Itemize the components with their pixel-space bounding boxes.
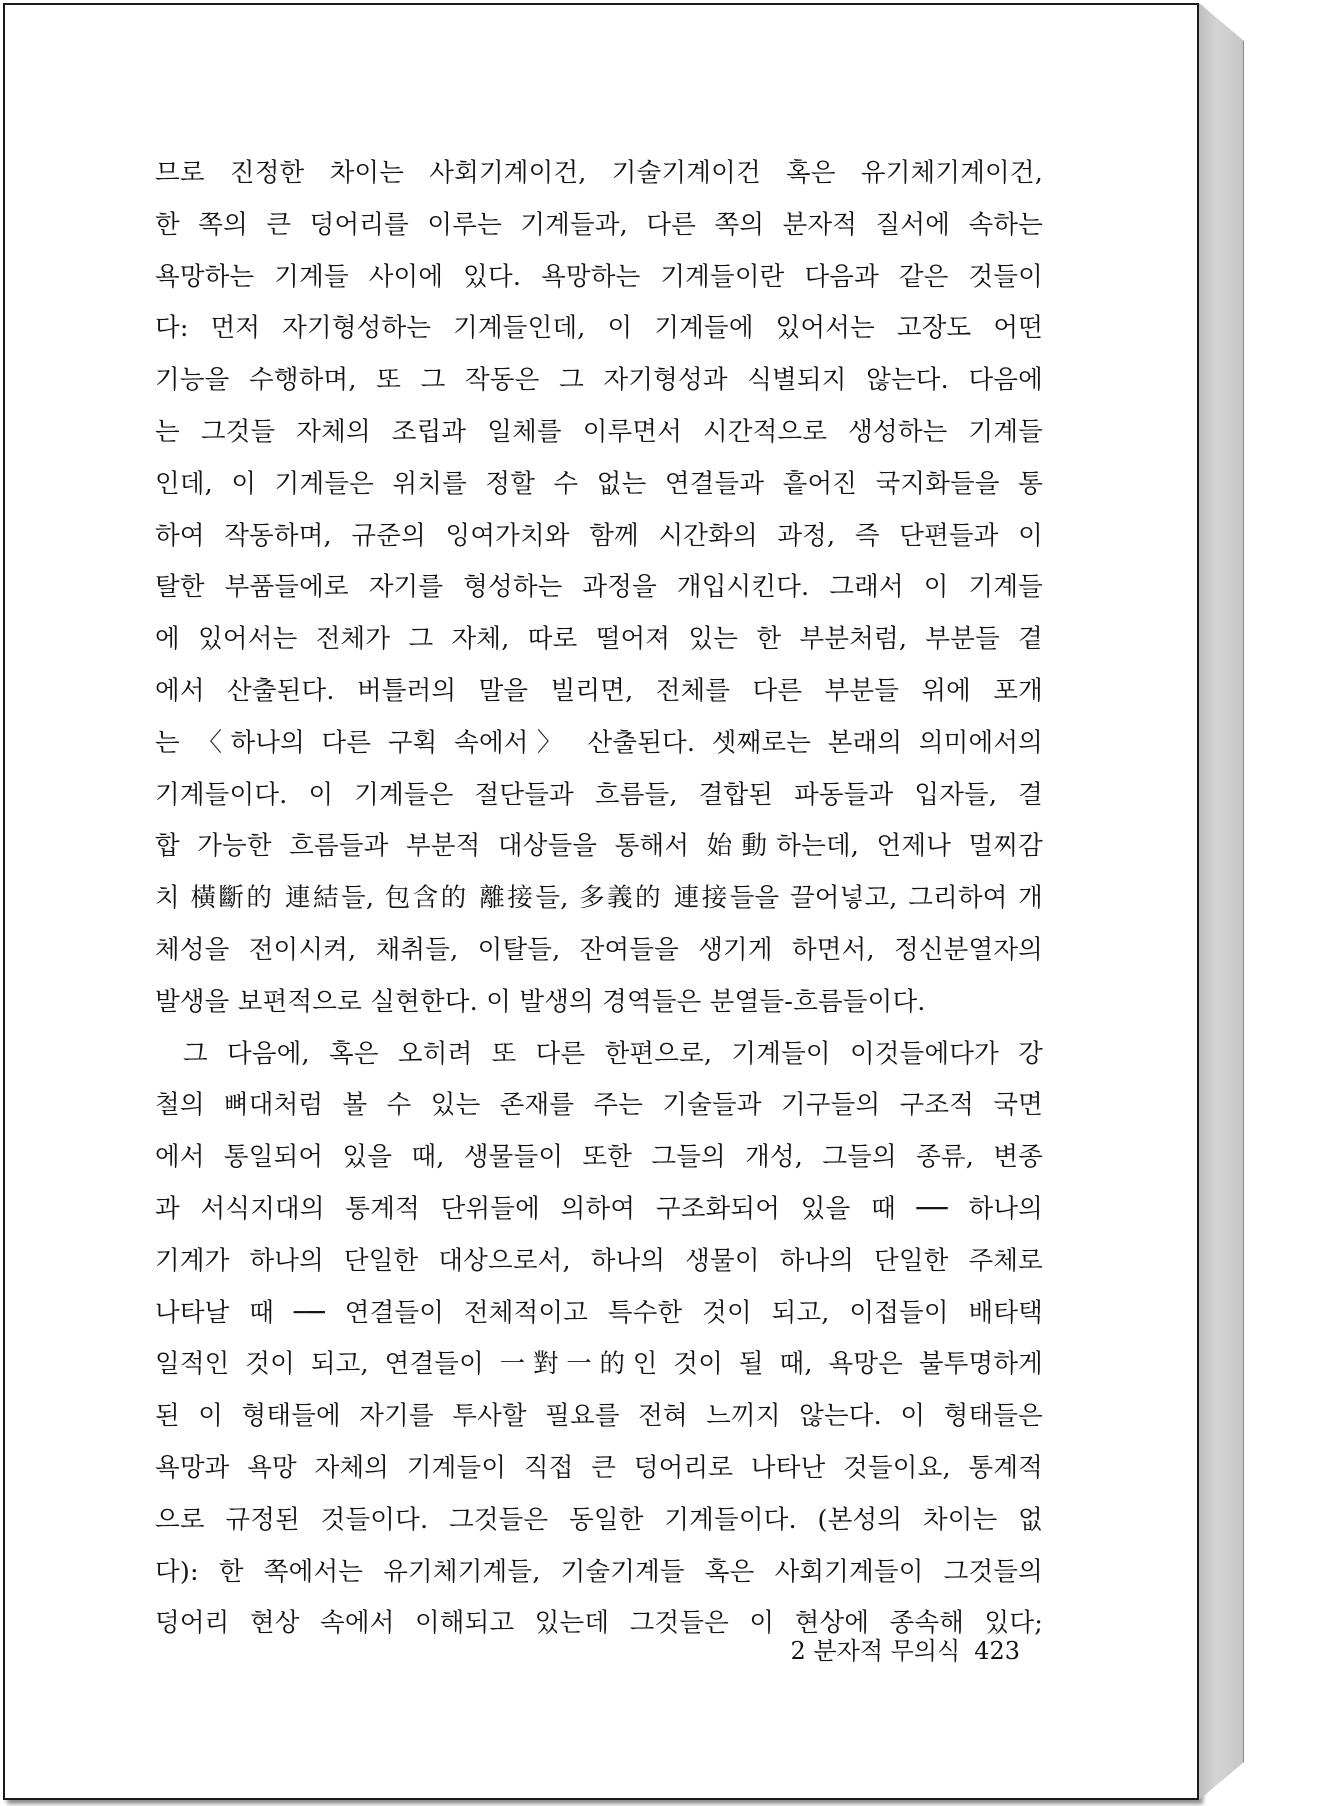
text-line: 기계가 하나의 단일한 대상으로서, 하나의 생물이 하나의 단일한 주체로 [155, 1245, 1043, 1276]
text-line: 에 있어서는 전체가 그 자체, 따로 떨어져 있는 한 부분처럼, 부분들 곁 [155, 624, 1043, 655]
text-line: 기계들이다. 이 기계들은 절단들과 흐름들, 결합된 파동들과 입자들, 결 [155, 779, 1043, 810]
text-line: 는 그것들 자체의 조립과 일체를 이루면서 시간적으로 생성하는 기계들 [155, 416, 1043, 447]
text-line: 치 橫斷的 連結들, 包含的 離接들, 多義的 連接들을 끌어넣고, 그리하여 개 [155, 883, 1043, 914]
text-line: 으로 규정된 것들이다. 그것들은 동일한 기계들이다. (본성의 차이는 없 [155, 1504, 1043, 1535]
paragraph [155, 148, 1043, 1029]
text-line: 욕망과 욕망 자체의 기계들이 직접 큰 덩어리로 나타난 것들이요, 통계적 [155, 1452, 1043, 1483]
text-line: 체성을 전이시켜, 채취들, 이탈들, 잔여들을 생기게 하면서, 정신분열자의 [155, 934, 1043, 965]
text-line: 그 다음에, 혹은 오히려 또 다른 한편으로, 기계들이 이것들에다가 강 [183, 1038, 1043, 1069]
paragraph [155, 1029, 1043, 1651]
text-line: 인데, 이 기계들은 위치를 정할 수 없는 연결들과 흩어진 국지화들을 통 [155, 468, 1043, 499]
text-line: 나타날 때 ── 연결들이 전체적이고 특수한 것이 되고, 이접들이 배타택 [155, 1297, 1043, 1328]
footer-chapter-title: 2 분자적 무의식 [790, 1637, 961, 1665]
text-line: 과 서식지대의 통계적 단위들에 의하여 구조화되어 있을 때 ── 하나의 [155, 1193, 1043, 1224]
text-line: 하여 작동하며, 규준의 잉여가치와 함께 시간화의 과정, 즉 단편들과 이 [155, 520, 1043, 551]
text-line: 욕망하는 기계들 사이에 있다. 욕망하는 기계들이란 다음과 같은 것들이 [155, 261, 1043, 292]
text-line: 므로 진정한 차이는 사회기계이건, 기술기계이건 혹은 유기체기계이건, [155, 158, 1043, 188]
text-line: 된 이 형태들에 자기를 투사할 필요를 전혀 느끼지 않는다. 이 형태들은 [155, 1401, 1043, 1432]
text-line: 한 쪽의 큰 덩어리를 이루는 기계들과, 다른 쪽의 분자적 질서에 속하는 [155, 209, 1043, 240]
page-number: 423 [974, 1637, 1020, 1665]
text-line: 탈한 부품들에로 자기를 형성하는 과정을 개입시킨다. 그래서 이 기계들 [155, 572, 1043, 603]
text-line: 다: 먼저 자기형성하는 기계들인데, 이 기계들에 있어서는 고장도 어떤 [155, 313, 1043, 344]
text-line: 덩어리 현상 속에서 이해되고 있는데 그것들은 이 현상에 종속해 있다; [155, 1608, 1043, 1639]
text-line: 에서 통일되어 있을 때, 생물들이 또한 그들의 개성, 그들의 종류, 변종 [155, 1142, 1043, 1173]
text-line: 일적인 것이 되고, 연결들이 一對一的인 것이 될 때, 욕망은 불투명하게 [155, 1349, 1043, 1380]
text-line: 기능을 수행하며, 또 그 작동은 그 자기형성과 식별되지 않는다. 다음에 [155, 365, 1043, 396]
text-line: 합 가능한 흐름들과 부분적 대상들을 통해서 始動하는데, 언제나 멀찌감 [155, 831, 1043, 862]
text-line: 는 〈하나의 다른 구획 속에서〉 산출된다. 셋째로는 본래의 의미에서의 [155, 727, 1043, 758]
running-footer [780, 1631, 1020, 1666]
book-edge [1199, 3, 1244, 1800]
text-line: 다): 한 쪽에서는 유기체기계들, 기술기계들 혹은 사회기계들이 그것들의 [155, 1556, 1043, 1587]
text-line: 철의 뼈대처럼 볼 수 있는 존재를 주는 기술들과 기구들의 구조적 국면 [155, 1090, 1043, 1121]
text-block [155, 148, 1043, 1650]
text-line: 발생을 보편적으로 실현한다. 이 발생의 경역들은 분열들-흐름들이다. [155, 986, 926, 1017]
text-line: 에서 산출된다. 버틀러의 말을 빌리면, 전체를 다른 부분들 위에 포개 [155, 675, 1043, 706]
